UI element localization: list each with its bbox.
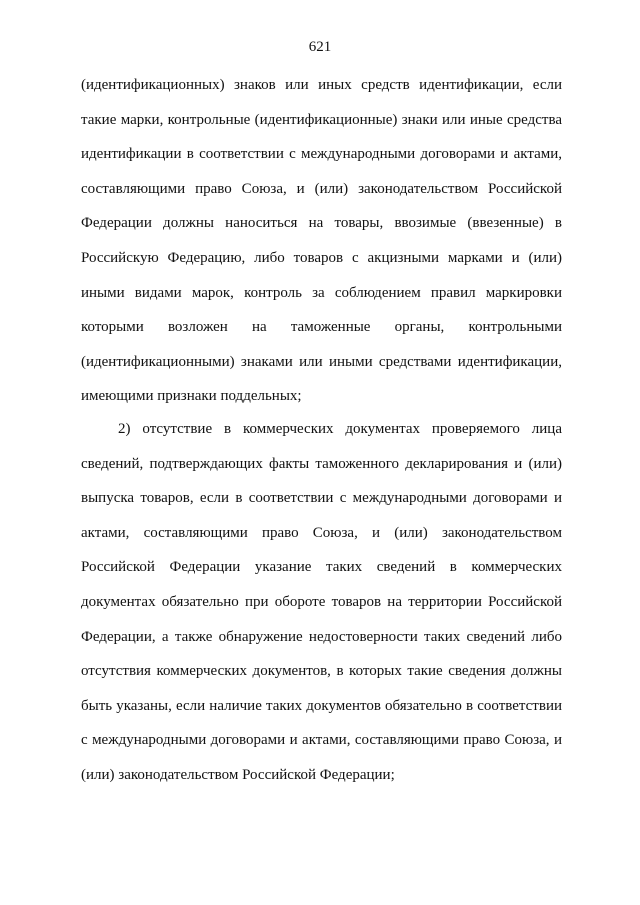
paragraph-item-2 bbox=[81, 412, 562, 793]
paragraph-text: (идентификационных) знаков или иных средств идентификации, если такие марки, контрольные (идентификационные) знаки или иные средства идентификации в соответствии с международными договорами и актами, составляющими право Союза, и (или) законодательством Российской Федерации должны наноситься на товары, ввозимые (ввезенные) в Российскую Федерацию, либо товаров с акцизными марками и (или) иными видами марок, контроль за соблюдением правил маркировки которыми возложен на таможенные органы, контрольными (идентификационными) знаками или иными средствами идентификации, имеющими признаки поддельных; bbox=[81, 77, 562, 405]
page-number: 621 bbox=[308, 39, 332, 55]
paragraph-text: 2) отсутствие в коммерческих документах проверяемого лица сведений, подтверждающих факты таможенного декларирования и (или) выпуска товаров, если в соответствии с международными договорами и актами, составляющими право Союза, и (или) законодательством Российской Федерации указание таких сведений в коммерческих документах обязательно при обороте товаров на территории Российской Федерации, а также обнаружение недостоверности таких сведений либо отсутствия коммерческих документов, в которых такие сведения должны быть указаны, если наличие таких документов обязательно в соответствии с международными договорами и актами, составляющими право Союза, и (или) законодательством Российской Федерации; bbox=[81, 421, 562, 783]
paragraph-continuation bbox=[81, 68, 562, 414]
